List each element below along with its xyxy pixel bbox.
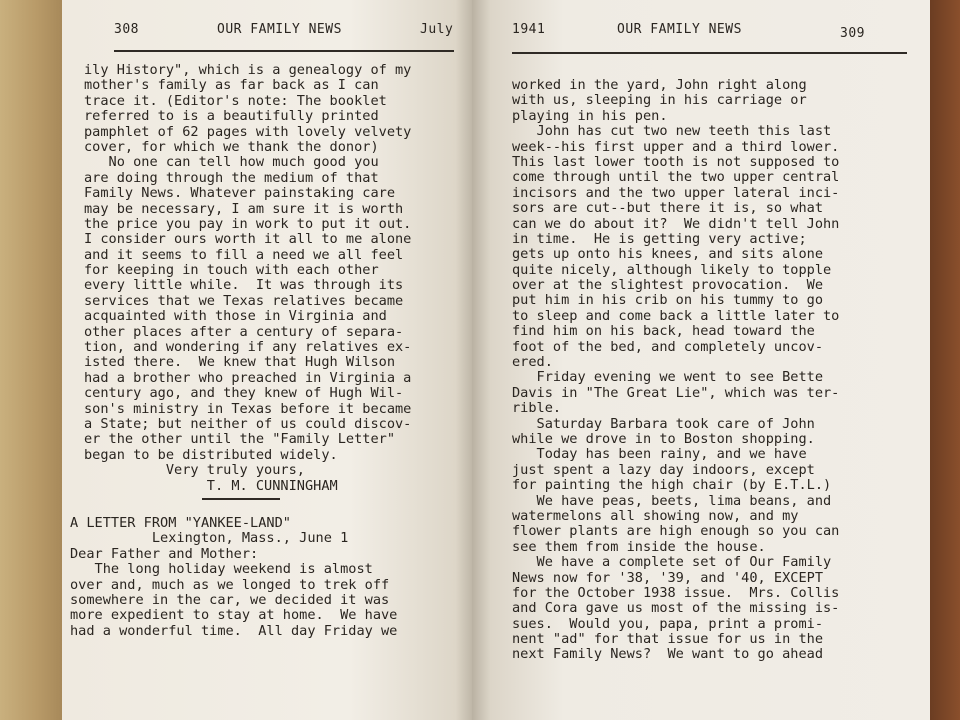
text-line: other places after a century of separa-	[84, 323, 404, 340]
text-line: over and, much as we longed to trek off	[70, 576, 390, 593]
text-line: A LETTER FROM "YANKEE-LAND"	[70, 515, 291, 531]
right-page-number: 309	[840, 26, 865, 41]
text-line: more expedient to stay at home. We have	[70, 607, 398, 624]
text-line: Family News. Whatever painstaking care	[84, 185, 395, 202]
text-line: I consider ours worth it all to me alone	[84, 231, 412, 248]
text-line: acquainted with those in Virginia and	[84, 308, 387, 325]
text-line: had a wonderful time. All day Friday we	[70, 622, 398, 639]
text-line: We have peas, beets, lima beans, and	[512, 492, 832, 509]
text-line: while we drove in to Boston shopping.	[512, 430, 815, 447]
text-line: trace it. (Editor's note: The booklet	[84, 92, 387, 109]
text-line: ered.	[512, 354, 553, 371]
yankee-land-letter	[70, 516, 465, 639]
text-line: with us, sleeping in his carriage or	[512, 92, 807, 109]
text-line: a State; but neither of us could discov-	[84, 415, 412, 432]
text-line: and Cora gave us most of the missing is-	[512, 600, 840, 617]
text-line: somewhere in the car, we decided it was	[70, 591, 390, 608]
text-line: foot of the bed, and completely uncov-	[512, 338, 823, 355]
text-line: may be necessary, I am sure it is worth	[84, 200, 404, 217]
text-line: nent "ad" for that issue for us in the	[512, 631, 823, 648]
left-month: July	[420, 22, 454, 37]
right-letter-text	[512, 78, 924, 663]
text-line: see them from inside the house.	[512, 538, 766, 555]
text-line: rible.	[512, 400, 562, 417]
text-line: incisors and the two upper lateral inci-	[512, 184, 840, 201]
text-line: Saturday Barbara took care of John	[512, 415, 815, 432]
text-line: cover, for which we thank the donor)	[84, 138, 379, 155]
text-line: put him in his crib on his tummy to go	[512, 292, 823, 309]
text-line: began to be distributed widely.	[84, 446, 338, 463]
text-line: can we do about it? We didn't tell John	[512, 215, 840, 232]
text-line: come through until the two upper central	[512, 169, 840, 186]
text-line: had a brother who preached in Virginia a	[84, 369, 412, 386]
text-line: ily History", which is a genealogy of my	[84, 62, 412, 78]
text-line: worked in the yard, John right along	[512, 77, 807, 93]
left-letter-text	[84, 63, 464, 494]
text-line: Lexington, Mass., June 1	[70, 530, 349, 547]
text-line: son's ministry in Texas before it became	[84, 400, 412, 417]
left-page	[62, 0, 472, 720]
text-line: We have a complete set of Our Family	[512, 554, 832, 571]
text-line: century ago, and they knew of Hugh Wil-	[84, 385, 404, 402]
right-header-rule	[512, 52, 907, 54]
text-line: to sleep and come back a little later to	[512, 307, 840, 324]
text-line: services that we Texas relatives became	[84, 292, 404, 309]
text-line: The long holiday weekend is almost	[70, 561, 373, 578]
text-line: isted there. We knew that Hugh Wilson	[84, 354, 395, 371]
text-line: every little while. It was through its	[84, 277, 404, 294]
table-surface-left	[0, 0, 62, 720]
text-line: week--his first upper and a third lower.	[512, 138, 840, 155]
text-line: in time. He is getting very active;	[512, 230, 807, 247]
left-running-title: OUR FAMILY NEWS	[217, 22, 342, 37]
text-line: mother's family as far back as I can	[84, 77, 379, 94]
text-line: playing in his pen.	[512, 107, 668, 124]
text-line: sors are cut--but there it is, so what	[512, 200, 823, 217]
text-line: sues. Would you, papa, print a promi-	[512, 615, 823, 632]
text-line: Friday evening we went to see Bette	[512, 369, 823, 386]
text-line: quite nicely, although likely to topple	[512, 261, 832, 278]
text-line: referred to is a beautifully printed	[84, 108, 379, 125]
text-line: tion, and wondering if any relatives ex-	[84, 339, 412, 356]
text-line: flower plants are high enough so you can	[512, 523, 840, 540]
table-surface-right	[930, 0, 960, 720]
text-line: are doing through the medium of that	[84, 169, 379, 186]
text-line: gets up onto his knees, and sits alone	[512, 246, 823, 263]
text-line: Today has been rainy, and we have	[512, 446, 807, 463]
text-line: watermelons all showing now, and my	[512, 507, 799, 524]
text-line: the price you pay in work to put it out.	[84, 215, 412, 232]
text-line: Davis in "The Great Lie", which was ter-	[512, 384, 840, 401]
text-line: for keeping in touch with each other	[84, 262, 379, 279]
text-line: T. M. CUNNINGHAM	[84, 477, 338, 494]
text-line: find him on his back, head toward the	[512, 323, 815, 340]
text-line: for painting the high chair (by E.T.L.)	[512, 477, 832, 494]
right-page	[472, 0, 930, 720]
right-running-title: OUR FAMILY NEWS	[617, 22, 742, 37]
text-line: er the other until the "Family Letter"	[84, 431, 395, 448]
text-line: Very truly yours,	[84, 462, 305, 479]
text-line: News now for '38, '39, and '40, EXCEPT	[512, 569, 823, 586]
text-line: and it seems to fill a need we all feel	[84, 246, 404, 263]
left-page-number: 308	[114, 22, 139, 37]
text-line: John has cut two new teeth this last	[512, 123, 832, 140]
text-line: just spent a lazy day indoors, except	[512, 461, 815, 478]
right-year: 1941	[512, 22, 546, 37]
text-line: next Family News? We want to go ahead	[512, 646, 823, 663]
text-line: This last lower tooth is not supposed to	[512, 153, 840, 170]
text-line: pamphlet of 62 pages with lovely velvety	[84, 123, 412, 140]
text-line: Dear Father and Mother:	[70, 545, 259, 562]
text-line: No one can tell how much good you	[84, 154, 379, 171]
left-header-rule	[114, 50, 454, 52]
text-line: over at the slightest provocation. We	[512, 277, 823, 294]
section-divider	[202, 498, 280, 500]
text-line: for the October 1938 issue. Mrs. Collis	[512, 584, 840, 601]
